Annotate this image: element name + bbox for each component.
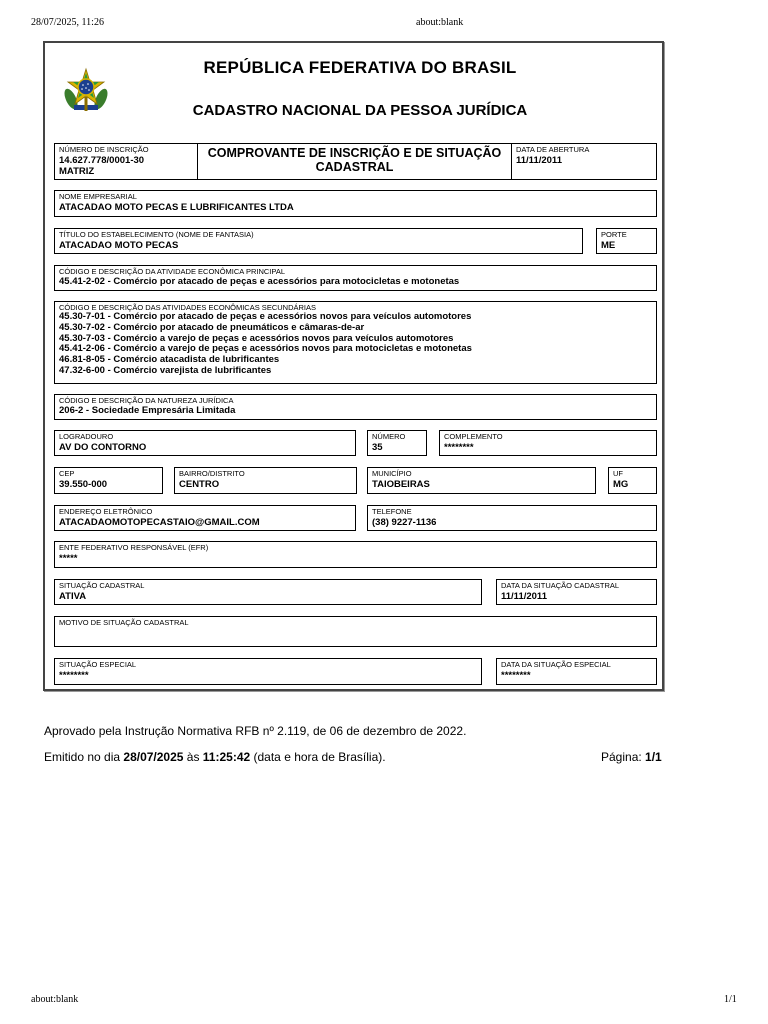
cep-label: CEP xyxy=(59,469,75,478)
inscricao-box xyxy=(54,143,198,180)
uf-label: UF xyxy=(613,469,623,478)
logradouro-value: AV DO CONTORNO xyxy=(59,442,147,453)
data-situacao-box xyxy=(496,579,657,605)
situacao-box xyxy=(54,579,482,605)
abertura-label: DATA DE ABERTURA xyxy=(516,145,590,154)
print-footer-url: about:blank xyxy=(31,994,79,1005)
atividades-secundarias-box xyxy=(54,301,657,384)
print-page-count: 1/1 xyxy=(724,994,737,1005)
efr-box xyxy=(54,541,657,568)
comprovante-box xyxy=(197,143,512,180)
email-box xyxy=(54,505,356,531)
municipio-value: TAIOBEIRAS xyxy=(372,479,430,490)
page-subtitle: CADASTRO NACIONAL DA PESSOA JURÍDICA xyxy=(192,102,528,119)
situacao-especial-label: SITUAÇÃO ESPECIAL xyxy=(59,660,137,669)
municipio-box xyxy=(367,467,596,494)
situacao-value: ATIVA xyxy=(59,591,87,602)
data-situacao-especial-value: ******** xyxy=(501,670,531,681)
print-url: about:blank xyxy=(416,17,464,28)
porte-box xyxy=(596,228,657,254)
efr-value: ***** xyxy=(59,553,78,564)
pagina-text xyxy=(601,750,662,764)
complemento-label: COMPLEMENTO xyxy=(444,432,503,441)
telefone-box xyxy=(367,505,657,531)
abertura-value: 11/11/2011 xyxy=(516,155,562,166)
atividade-principal-box xyxy=(54,265,657,291)
emitido-text xyxy=(44,750,386,764)
email-value: ATACADAOMOTOPECASTAIO@GMAIL.COM xyxy=(59,517,260,528)
data-situacao-label: DATA DA SITUAÇÃO CADASTRAL xyxy=(501,581,620,590)
print-datetime: 28/07/2025, 11:26 xyxy=(31,17,104,28)
motivo-box xyxy=(54,616,657,647)
list-item: 45.30-7-01 - Comércio por atacado de peças e acessórios novos para veículos automotores xyxy=(59,311,472,322)
nome-empresarial-box xyxy=(54,190,657,217)
list-item: 46.81-8-05 - Comércio atacadista de lubrificantes xyxy=(59,354,280,366)
atividade-principal-label: CÓDIGO E DESCRIÇÃO DA ATIVIDADE ECONÔMICA PRINCIPAL xyxy=(59,267,286,276)
efr-label: ENTE FEDERATIVO RESPONSÁVEL (EFR) xyxy=(59,543,209,552)
numero-label: NÚMERO xyxy=(372,432,406,441)
emitido-prefix: Emitido no dia xyxy=(44,750,124,764)
numero-box xyxy=(367,430,427,456)
atividade-principal-value: 45.41-2-02 - Comércio por atacado de peças e acessórios para motocicletas e motonetas xyxy=(59,276,460,287)
data-situacao-especial-label: DATA DA SITUAÇÃO ESPECIAL xyxy=(501,660,611,669)
bairro-value: CENTRO xyxy=(179,479,220,490)
fantasia-box xyxy=(54,228,583,254)
aprovado-text: Aprovado pela Instrução Normativa RFB nº 2.119, de 06 de dezembro de 2022. xyxy=(44,724,467,738)
emitido-suffix: (data e hora de Brasília). xyxy=(250,750,386,764)
tipo-value: MATRIZ xyxy=(59,166,95,177)
list-item: 47.32-6-00 - Comércio varejista de lubrificantes xyxy=(59,364,272,376)
atividades-secundarias-label: CÓDIGO E DESCRIÇÃO DAS ATIVIDADES ECONÔMICAS SECUNDÁRIAS xyxy=(59,303,316,312)
porte-label: PORTE xyxy=(601,230,627,239)
list-item: 45.30-7-03 - Comércio a varejo de peças e acessórios novos para veículos automotores xyxy=(59,332,454,344)
abertura-box xyxy=(511,143,657,180)
nome-empresarial-label: NOME EMPRESARIAL xyxy=(59,192,137,201)
logradouro-box xyxy=(54,430,356,456)
porte-value: ME xyxy=(601,240,616,251)
municipio-label: MUNICÍPIO xyxy=(372,469,412,478)
emitido-data: 28/07/2025 xyxy=(123,750,184,764)
situacao-especial-value: ******** xyxy=(59,670,89,681)
page-title: REPÚBLICA FEDERATIVA DO BRASIL xyxy=(203,58,517,77)
data-situacao-value: 11/11/2011 xyxy=(501,591,547,602)
inscricao-label: NÚMERO DE INSCRIÇÃO xyxy=(59,145,149,154)
nome-empresarial-value: ATACADAO MOTO PECAS E LUBRIFICANTES LTDA xyxy=(59,202,294,213)
atividades-secundarias-list xyxy=(59,312,472,377)
emitido-hora: 11:25:42 xyxy=(202,750,251,764)
telefone-value: (38) 9227-1136 xyxy=(372,517,437,528)
fantasia-value: ATACADAO MOTO PECAS xyxy=(59,240,179,251)
uf-value: MG xyxy=(613,479,629,490)
emitido-as: às xyxy=(183,750,203,764)
complemento-value: ******** xyxy=(444,442,474,453)
natureza-juridica-value: 206-2 - Sociedade Empresária Limitada xyxy=(59,405,236,416)
comprovante-line1: COMPROVANTE DE INSCRIÇÃO E DE SITUAÇÃO xyxy=(207,146,502,160)
list-item: 45.41-2-06 - Comércio a varejo de peças e acessórios novos para motocicletas e motonetas xyxy=(59,343,472,355)
cnpj-value: 14.627.778/0001-30 xyxy=(59,155,145,166)
uf-box xyxy=(608,467,657,494)
pagina-label: Página: xyxy=(601,750,646,764)
data-situacao-especial-box xyxy=(496,658,657,685)
situacao-label: SITUAÇÃO CADASTRAL xyxy=(59,581,145,590)
complemento-box xyxy=(439,430,657,456)
situacao-especial-box xyxy=(54,658,482,685)
cep-box xyxy=(54,467,163,494)
bairro-box xyxy=(174,467,357,494)
telefone-label: TELEFONE xyxy=(372,507,412,516)
logradouro-label: LOGRADOURO xyxy=(59,432,114,441)
bairro-label: BAIRRO/DISTRITO xyxy=(179,469,245,478)
motivo-label: MOTIVO DE SITUAÇÃO CADASTRAL xyxy=(59,618,189,627)
natureza-juridica-label: CÓDIGO E DESCRIÇÃO DA NATUREZA JURÍDICA xyxy=(59,396,234,405)
fantasia-label: TÍTULO DO ESTABELECIMENTO (NOME DE FANTASIA) xyxy=(59,230,254,239)
list-item: 45.30-7-02 - Comércio por atacado de pneumáticos e câmaras-de-ar xyxy=(59,321,365,333)
pagina-value: 1/1 xyxy=(645,750,662,764)
email-label: ENDEREÇO ELETRÔNICO xyxy=(59,507,153,516)
brazil-coat-of-arms-icon xyxy=(61,67,111,117)
comprovante-line2: CADASTRAL xyxy=(315,160,394,174)
natureza-juridica-box xyxy=(54,394,657,420)
numero-value: 35 xyxy=(372,442,383,453)
cep-value: 39.550-000 xyxy=(59,479,108,490)
